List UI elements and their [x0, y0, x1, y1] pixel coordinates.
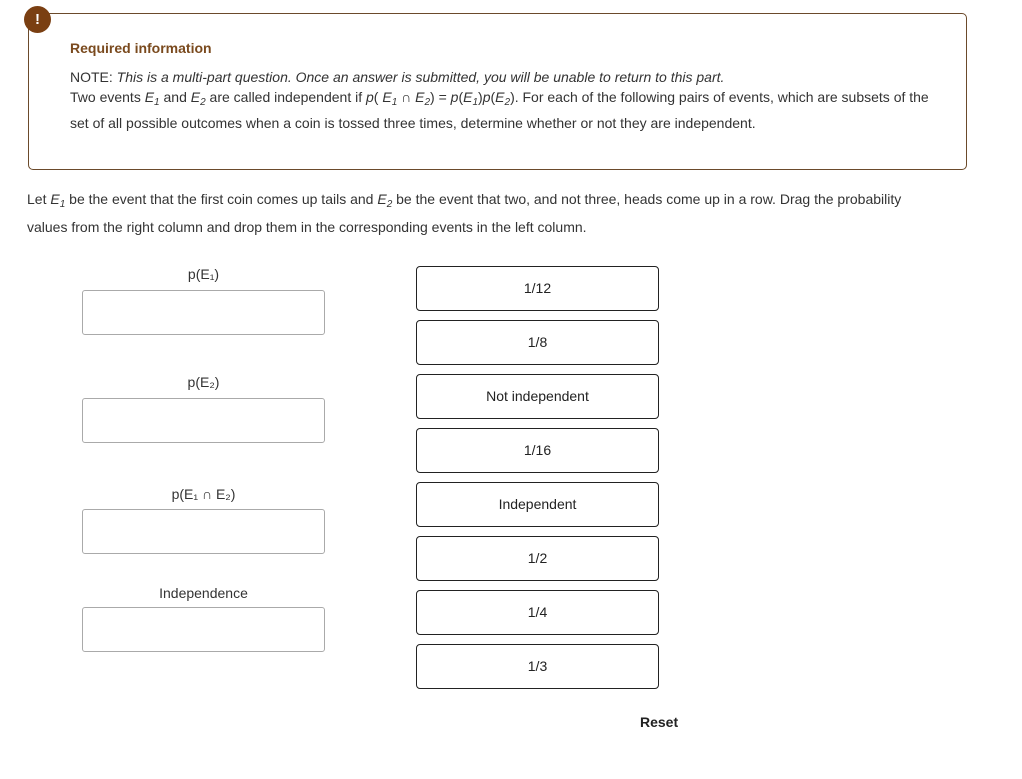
drag-option[interactable]: 1/12 [416, 266, 659, 311]
target-label-independence: Independence [159, 585, 248, 601]
drop-zone-p-e2[interactable] [82, 398, 325, 443]
target-label-p-e2: p(E₂) [187, 374, 220, 390]
drop-zone-independence[interactable] [82, 607, 325, 652]
required-info-box [28, 13, 967, 170]
drag-option[interactable]: 1/3 [416, 644, 659, 689]
drop-zone-p-intersection[interactable] [82, 509, 325, 554]
target-label-p-intersection: p(E₁ ∩ E₂) [171, 486, 236, 502]
drag-option[interactable]: Not independent [416, 374, 659, 419]
target-label-p-e1: p(E₁) [187, 266, 220, 282]
alert-icon: ! [24, 6, 51, 33]
drag-option[interactable]: 1/4 [416, 590, 659, 635]
drag-option[interactable]: 1/16 [416, 428, 659, 473]
drag-option[interactable]: 1/8 [416, 320, 659, 365]
required-info-title: Required information [70, 40, 212, 56]
drag-option[interactable]: 1/2 [416, 536, 659, 581]
info-text: NOTE: This is a multi-part question. Once an answer is submitted, you will be unable to return to this part. Two events $E_1$ and $E_2$ are called independent if p( $E_1$ ∩ $E_2) = p(E_1)p(E_2)$. For each of the following pairs of events, which are subsets of the set of all possible outcomes when a coin is tossed three times, determine whether or not they are independent. [70, 69, 929, 131]
drop-zone-p-e1[interactable] [82, 290, 325, 335]
question-text: Let $E_1$ be the event that the first coin comes up tails and $E_2$ be the event that two, and not three, heads come up in a row. Drag the probability values from the right column and drop them in the corresponding events in the left column. [27, 191, 902, 235]
reset-button[interactable]: Reset [640, 714, 679, 730]
drag-option[interactable]: Independent [416, 482, 659, 527]
